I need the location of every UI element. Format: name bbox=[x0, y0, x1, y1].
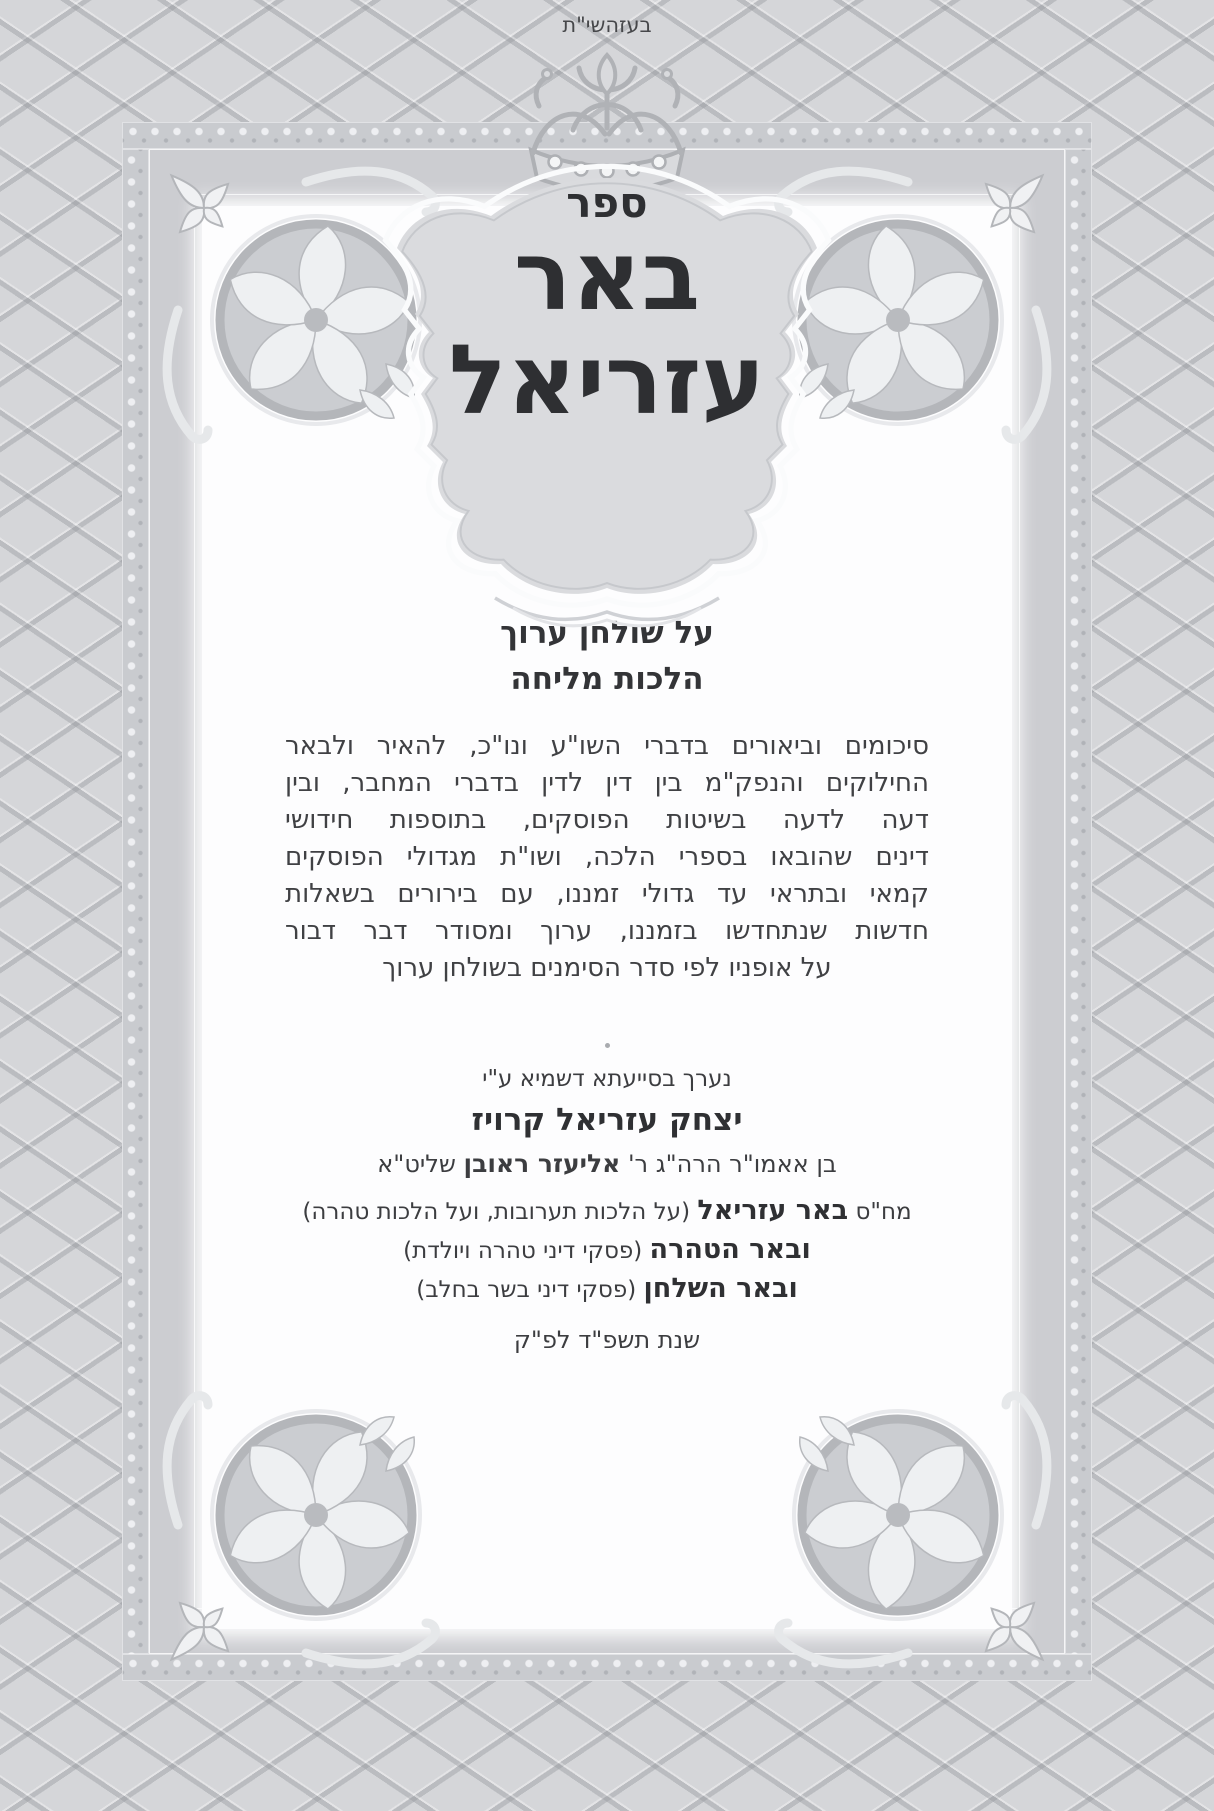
publication-year: שנת תשפ"ד לפ"ק bbox=[513, 1326, 701, 1354]
book-title-line1: באר bbox=[513, 219, 701, 332]
edited-by-text: נערך בסייעתא דשמיא ע"י bbox=[482, 1066, 732, 1092]
work2-desc: (פסקי דיני טהרה ויולדת) bbox=[403, 1238, 650, 1264]
title-emblem bbox=[327, 50, 887, 610]
description-line: דעה לדעה בשיטות הפוסקים, בתוספות חידושי bbox=[285, 805, 929, 835]
book-title-line2: עזריאל bbox=[448, 323, 766, 436]
work-line bbox=[0, 1270, 1214, 1309]
author-block bbox=[0, 1062, 1214, 1184]
description-line: קמאי ובתראי עד גדולי זמננו, עם בירורים בשאלות bbox=[285, 879, 929, 909]
work1-title: באר עזריאל bbox=[697, 1195, 849, 1226]
work3-desc: (פסקי דיני בשר בחלב) bbox=[416, 1277, 644, 1303]
work1-prefix: מח"ס bbox=[848, 1199, 912, 1225]
author-lineage bbox=[0, 1144, 1214, 1184]
author-name: יצחק עזריאל קרויז bbox=[471, 1102, 743, 1138]
work-line bbox=[0, 1231, 1214, 1270]
subtitle-line2: הלכות מליחה bbox=[510, 661, 704, 697]
work2-title: ובאר הטהרה bbox=[649, 1234, 811, 1265]
other-works-block bbox=[0, 1192, 1214, 1309]
lineage-prefix: בן אאמו"ר הרה"ג ר' bbox=[620, 1150, 837, 1178]
description-line: על אופניו לפי סדר הסימנים בשולחן ערוך bbox=[382, 953, 832, 983]
description-line: חדשות שנתחדשו בזמננו, ערוך ומסודר דבר דבור bbox=[285, 916, 929, 946]
work1-desc: (על הלכות תערובות, ועל הלכות טהרה) bbox=[302, 1199, 698, 1225]
separator-dot bbox=[605, 1043, 610, 1048]
subtitle-line1: על שולחן ערוך bbox=[500, 615, 714, 651]
work3-title: ובאר השלחן bbox=[643, 1273, 798, 1304]
sefer-label: ספר bbox=[566, 178, 648, 227]
description-paragraph bbox=[285, 728, 929, 987]
father-name: אליעזר ראובן bbox=[463, 1149, 621, 1178]
lineage-suffix: שליט"א bbox=[377, 1150, 464, 1178]
description-line: החילוקים והנפק"מ בין דין לדין בדברי המחבר, ובין bbox=[285, 768, 929, 798]
description-line: דינים שהובאו בספרי הלכה, ושו"ת מגדולי הפוסקים bbox=[285, 842, 929, 872]
work-line bbox=[0, 1192, 1214, 1231]
dedication-text: בעזהשי"ת bbox=[562, 13, 652, 37]
description-line: סיכומים וביאורים בדברי השו"ע ונו"כ, להאיר ולבאר bbox=[285, 731, 929, 761]
